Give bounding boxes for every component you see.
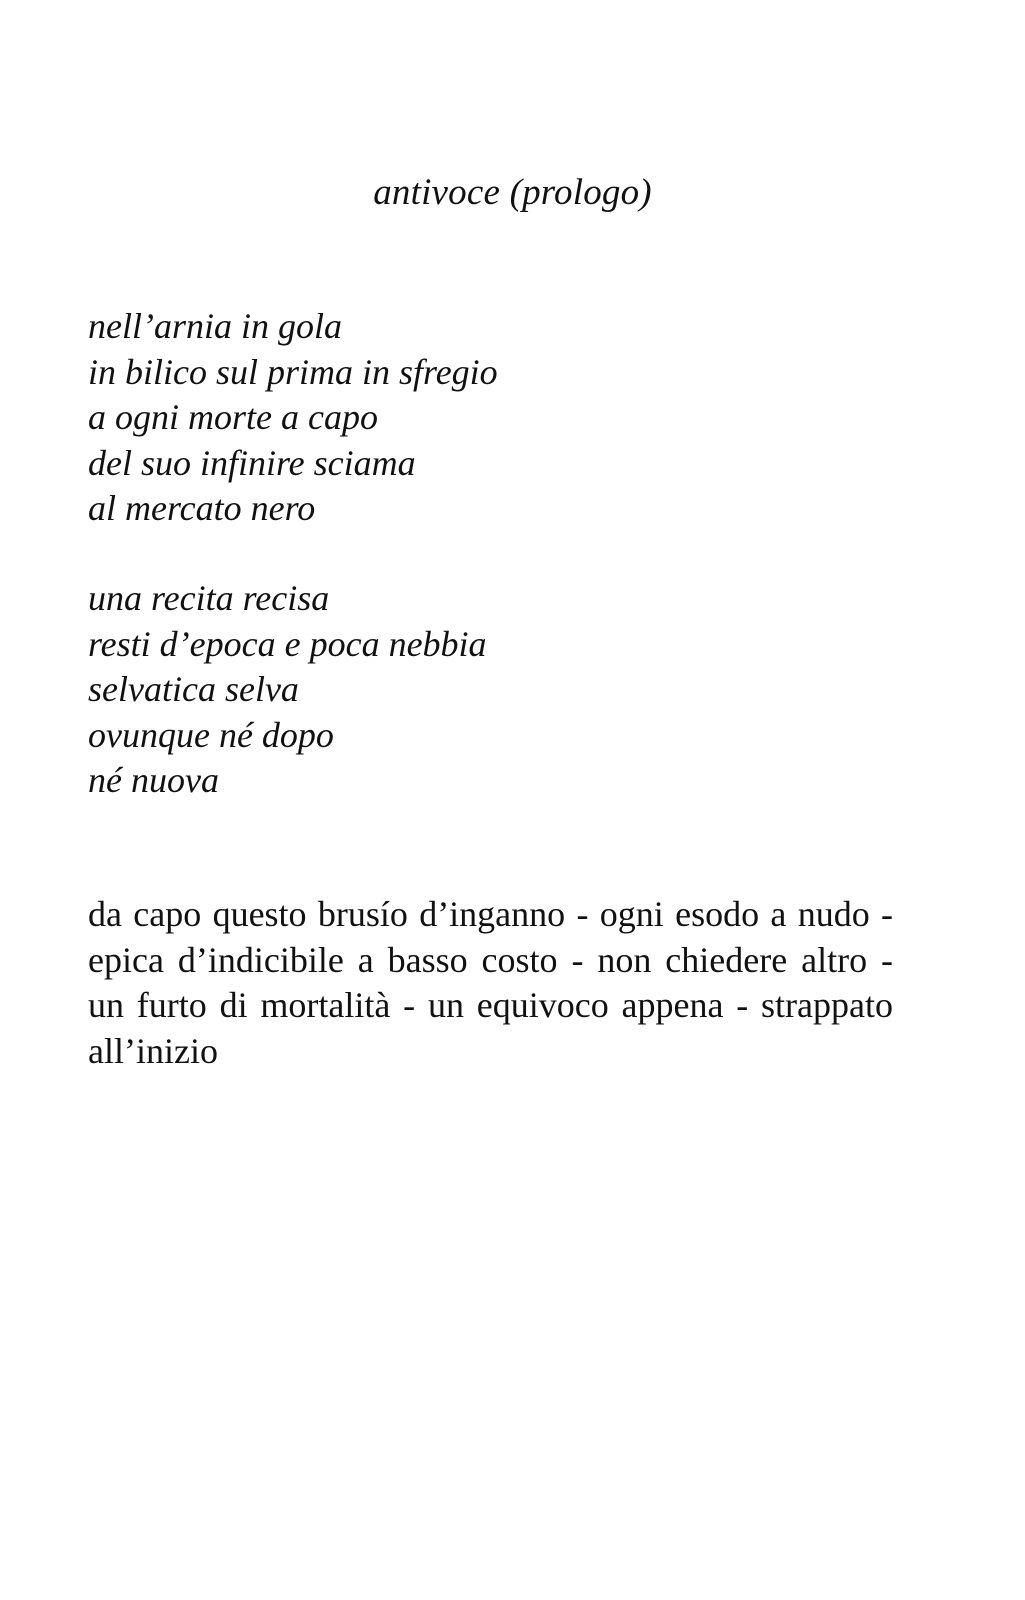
- verse-line: in bilico sul prima in sfregio: [88, 351, 498, 392]
- verse-line: né nuova: [88, 760, 219, 800]
- verse-line: nell’arnia in gola: [88, 306, 342, 346]
- verse-line: del suo infinire sciama: [88, 442, 416, 483]
- poem-title: antivoce (prologo): [373, 172, 652, 213]
- verse-line: selvatica selva: [88, 669, 299, 709]
- stanza-2: [88, 576, 487, 804]
- verse-line: al mercato nero: [88, 488, 316, 528]
- prose-paragraph: da capo questo brusío d’inganno - ogni esodo a nudo - epica d’indicibile a basso costo - non chiedere altro - un furto di mortalità - un equivoco appena - strappato all’inizio: [88, 894, 893, 1071]
- stanza-1: [88, 304, 498, 532]
- verse-line: resti d’epoca e poca nebbia: [88, 623, 487, 664]
- verse-line: una recita recisa: [88, 578, 330, 618]
- verse-line: ovunque né dopo: [88, 714, 334, 755]
- verse-line: a ogni morte a capo: [88, 397, 378, 437]
